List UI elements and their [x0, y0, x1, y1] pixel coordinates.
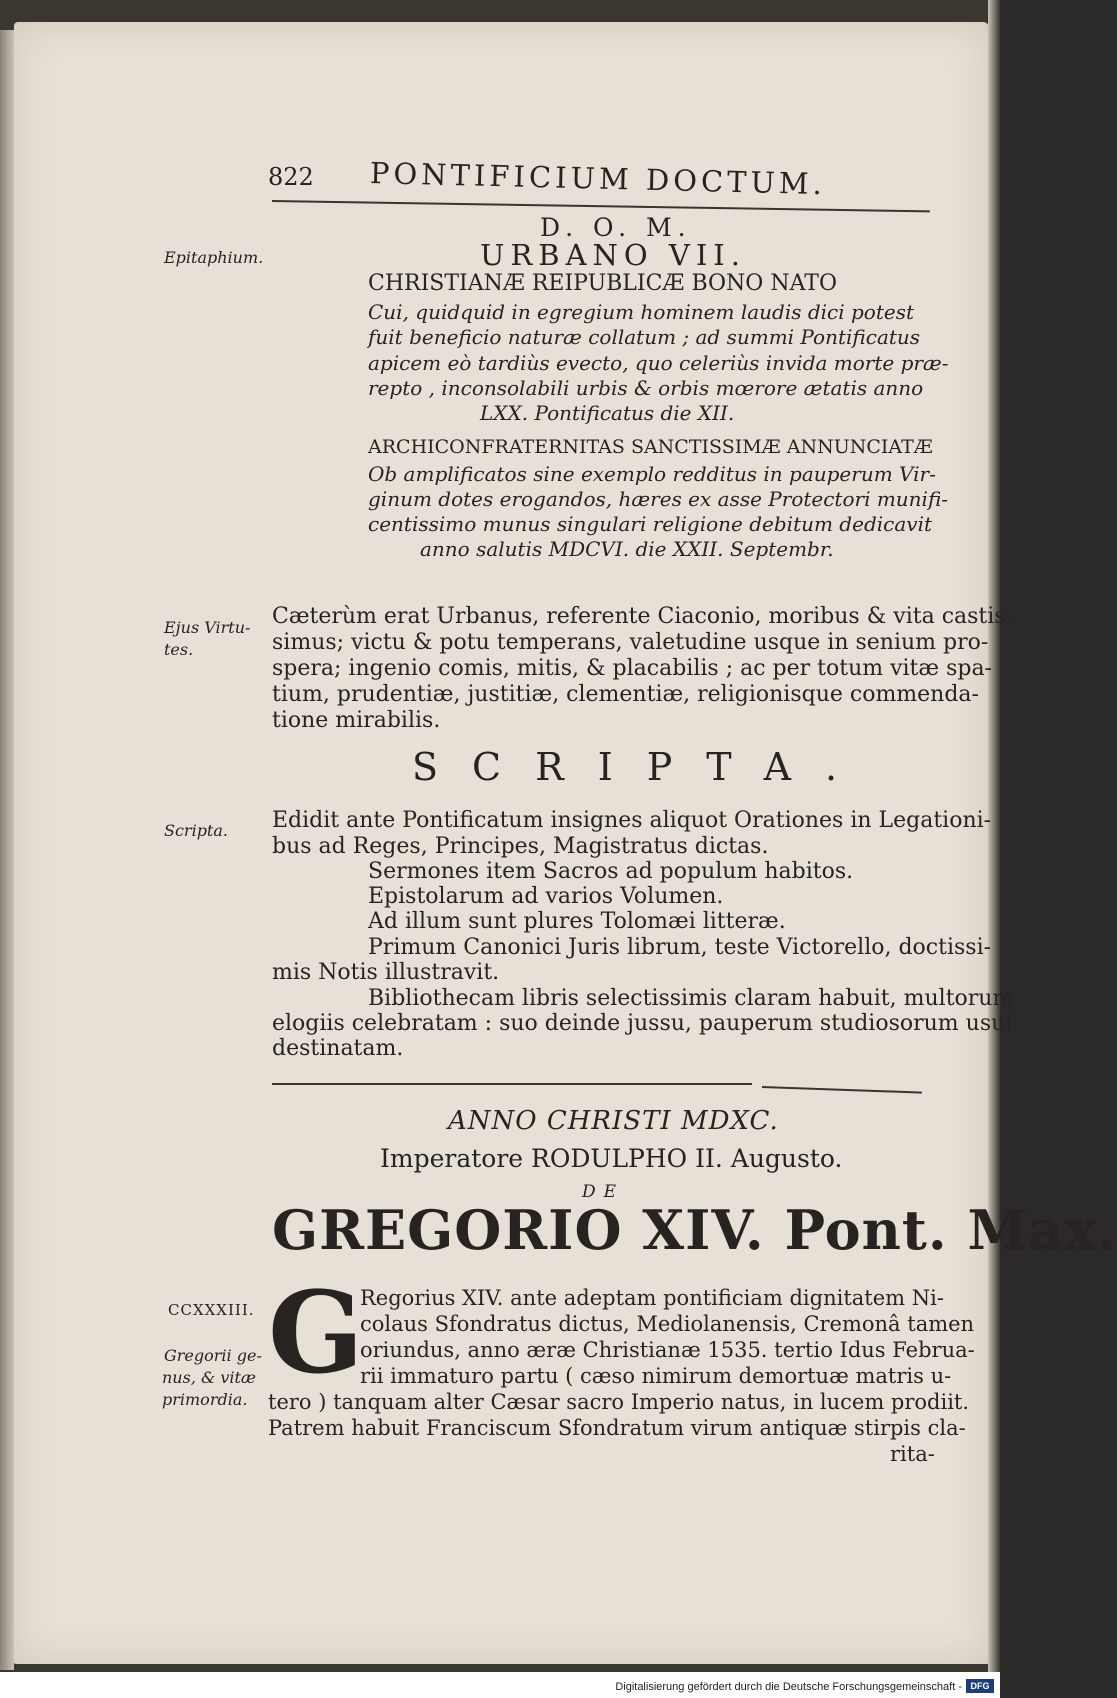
- virtues-line: tione mirabilis.: [272, 708, 441, 733]
- epitaph-line: LXX. Pontificatus die XII.: [480, 401, 735, 425]
- scripta-line: Edidit ante Pontificatum insignes aliquot Orationes in Legationi-: [272, 808, 992, 833]
- margin-note-gregorii-1: Gregorii ge-: [164, 1346, 262, 1365]
- scripta-line: elogiis celebratam : suo deinde jussu, pauperum studiosorum usui: [272, 1011, 1013, 1036]
- margin-note-virtutes-2: tes.: [164, 640, 194, 659]
- gregorius-line: tero ) tanquam alter Cæsar sacro Imperio natus, in lucem prodiit.: [268, 1390, 970, 1414]
- section-title: GREGORIO XIV. Pont. Max.: [272, 1198, 1117, 1262]
- margin-note-gregorii-3: primordia.: [162, 1390, 248, 1409]
- footer-credit-text: Digitalisierung gefördert durch die Deutsche Forschungsgemeinschaft -: [615, 1681, 962, 1693]
- margin-note-number: CCXXXIII.: [168, 1301, 255, 1319]
- gregorius-line: oriundus, anno æræ Christianæ 1535. tertio Idus Februa-: [360, 1338, 975, 1362]
- running-title: PONTIFICIUM DOCTUM.: [369, 156, 827, 202]
- epitaph-urbano: URBANO VII.: [480, 238, 746, 272]
- section-rule-left: [272, 1083, 752, 1085]
- scripta-line: Epistolarum ad varios Volumen.: [368, 884, 724, 909]
- scripta-line: mis Notis illustravit.: [272, 960, 500, 985]
- gregorius-line: rita-: [890, 1442, 935, 1466]
- section-imperatore: Imperatore RODULPHO II. Augusto.: [380, 1144, 843, 1173]
- scripta-line: Bibliothecam libris selectissimis claram habuit, multorum: [368, 986, 1014, 1011]
- epitaph-dedication-line: Ob amplificatos sine exemplo redditus in pauperum Vir-: [368, 462, 936, 486]
- epitaph-line: repto , inconsolabili urbis & orbis mœrore ætatis anno: [368, 376, 924, 400]
- scripta-heading: SCRIPTA.: [412, 745, 872, 789]
- epitaph-christianae: CHRISTIANÆ REIPUBLICÆ BONO NATO: [368, 271, 837, 296]
- virtues-line: simus; victu & potu temperans, valetudine usque in senium pro-: [272, 630, 989, 655]
- scripta-line: Primum Canonici Juris librum, teste Victorello, doctissi-: [368, 935, 992, 960]
- page-number: 822: [268, 163, 314, 191]
- section-de: DE: [582, 1182, 625, 1202]
- epitaph-line: apicem eò tardiùs evecto, quo celeriùs invida morte præ-: [368, 351, 949, 375]
- epitaph-archiconfraternitas: ARCHICONFRATERNITAS SANCTISSIMÆ ANNUNCIATÆ: [368, 436, 933, 458]
- gregorius-line: Patrem habuit Franciscum Sfondratum virum antiquæ stirpis cla-: [268, 1416, 966, 1440]
- virtues-line: Cæterùm erat Urbanus, referente Ciaconio, moribus & vita castis-: [272, 604, 1014, 629]
- scripta-line: destinatam.: [272, 1036, 404, 1061]
- epitaph-dedication-line: anno salutis MDCVI. die XXII. Septembr.: [420, 537, 834, 561]
- section-anno: ANNO CHRISTI MDXC.: [448, 1106, 779, 1136]
- virtues-line: spera; ingenio comis, mitis, & placabilis ; ac per totum vitæ spa-: [272, 656, 992, 681]
- gregorius-line: colaus Sfondratus dictus, Mediolanensis, Cremonâ tamen: [360, 1312, 975, 1336]
- gregorius-line: rii immaturo partu ( cæso nimirum demortuæ matris u-: [360, 1364, 952, 1388]
- gregorius-line: Regorius XIV. ante adeptam pontificiam dignitatem Ni-: [360, 1286, 944, 1310]
- epitaph-dom: D. O. M.: [540, 213, 692, 242]
- digitization-footer: [0, 1672, 1000, 1698]
- epitaph-line: Cui, quidquid in egregium hominem laudis dici potest: [368, 300, 915, 324]
- margin-note-virtutes-1: Ejus Virtu-: [164, 618, 251, 637]
- section-rule-right: [762, 1086, 922, 1094]
- margin-note-gregorii-2: nus, & vitæ: [162, 1368, 256, 1387]
- dfg-logo: DFG: [966, 1679, 994, 1693]
- scripta-line: bus ad Reges, Principes, Magistratus dictas.: [272, 834, 769, 859]
- epitaph-dedication-line: centissimo munus singulari religione debitum dedicavit: [368, 512, 933, 536]
- header-rule: [272, 200, 930, 212]
- margin-note-scripta: Scripta.: [164, 821, 228, 840]
- scripta-line: Ad illum sunt plures Tolomæi litteræ.: [368, 909, 786, 934]
- scripta-line: Sermones item Sacros ad populum habitos.: [368, 859, 854, 884]
- virtues-line: tium, prudentiæ, justitiæ, clementiæ, religionisque commenda-: [272, 682, 979, 707]
- epitaph-dedication-line: ginum dotes erogandos, hæres ex asse Protectori munifi-: [368, 487, 949, 511]
- epitaph-line: fuit beneficio naturæ collatum ; ad summi Pontificatus: [368, 325, 921, 349]
- drop-cap-initial: G: [268, 1268, 364, 1399]
- margin-note-epitaphium: Epitaphium.: [164, 248, 264, 267]
